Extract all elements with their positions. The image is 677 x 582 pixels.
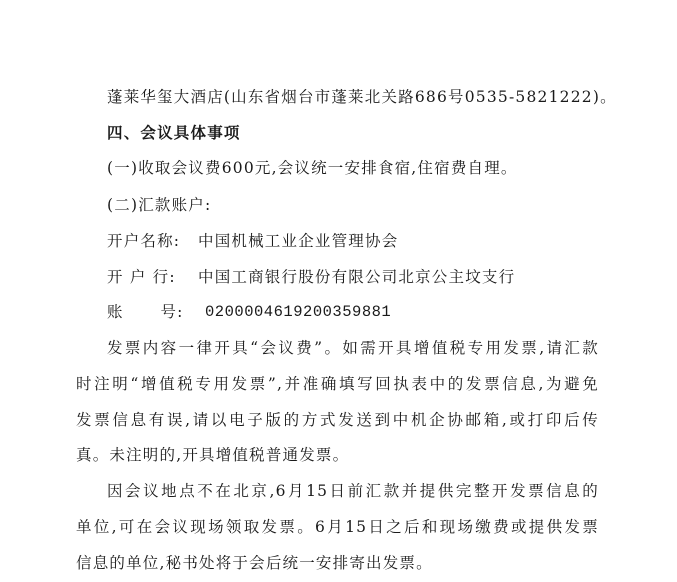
- account-number-label: 账 号:: [107, 303, 184, 321]
- fee-item: (一)收取会议费600元,会议统一安排食宿,住宿费自理。: [107, 159, 518, 177]
- venue-paragraph-line: 因会议地点不在北京,6月15日前汇款并提供完整开发票信息的: [107, 482, 599, 500]
- venue-address-line: 蓬莱华玺大酒店(山东省烟台市蓬莱北关路686号0535-5821222)。: [107, 88, 617, 106]
- account-name-value: 中国机械工业企业管理协会: [198, 232, 399, 250]
- invoice-paragraph-line: 发票信息有误,请以电子版的方式发送到中机企协邮箱,或打印后传: [76, 411, 599, 429]
- bank-label: 开 户 行:: [107, 268, 176, 286]
- invoice-paragraph-line: 发票内容一律开具“会议费”。如需开具增值税专用发票,请汇款: [107, 339, 599, 357]
- venue-paragraph-line: 单位,可在会议现场领取发票。6月15日之后和现场缴费或提供发票: [76, 518, 599, 536]
- venue-paragraph-line: 信息的单位,秘书处将于会后统一安排寄出发票。: [76, 554, 433, 572]
- section-heading: 四、会议具体事项: [107, 124, 241, 142]
- account-number-value: 0200004619200359881: [205, 303, 392, 321]
- invoice-paragraph-line: 时注明“增值税专用发票”,并准确填写回执表中的发票信息,为避免: [76, 375, 599, 393]
- invoice-paragraph-line: 真。未注明的,开具增值税普通发票。: [76, 446, 350, 464]
- account-name-label: 开户名称:: [107, 232, 181, 250]
- remittance-item: (二)汇款账户:: [107, 196, 212, 214]
- bank-value: 中国工商银行股份有限公司北京公主坟支行: [198, 268, 516, 286]
